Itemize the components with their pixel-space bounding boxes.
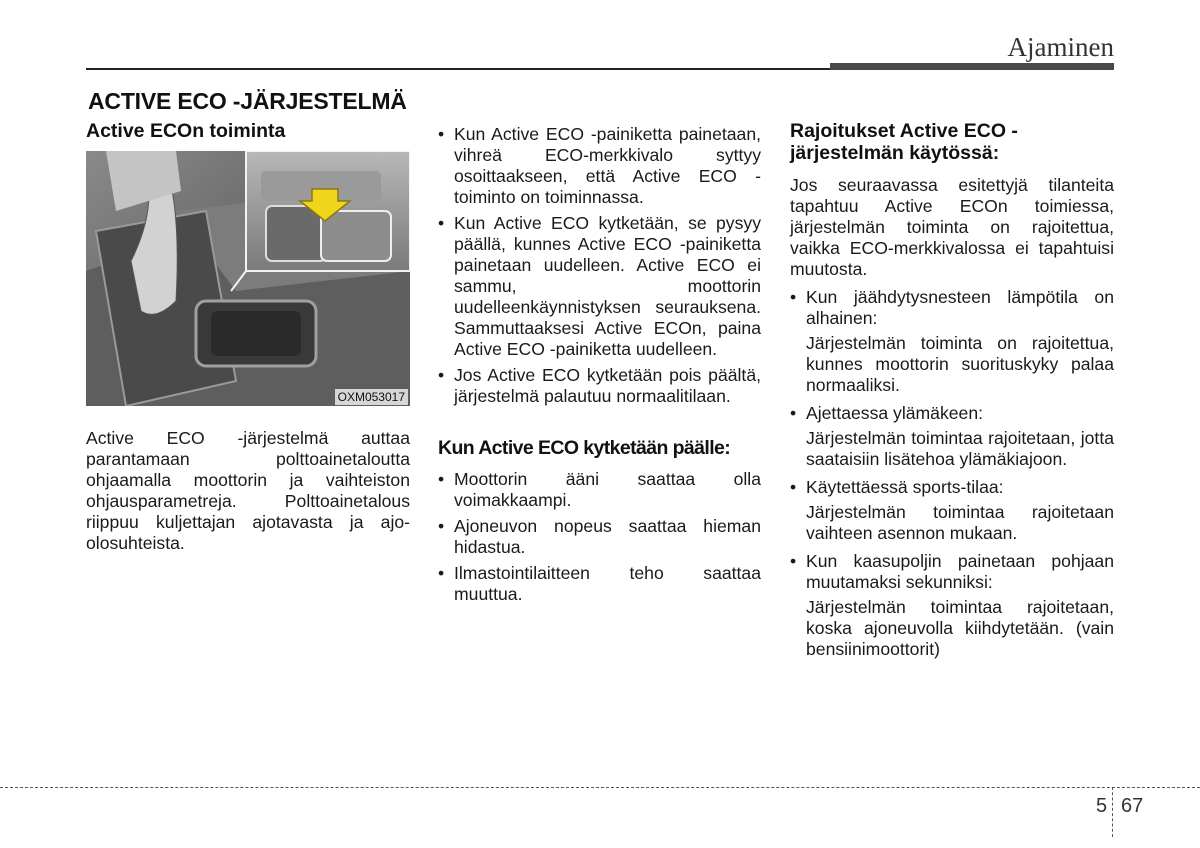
- limitations-list: [790, 287, 1114, 329]
- limitations-heading: Rajoitukset Active ECO -järjestelmän käytössä:: [790, 120, 1018, 164]
- operation-list: [438, 124, 761, 407]
- list-item: • Kun jäähdytysnesteen lämpötila on alhainen:: [790, 287, 1114, 328]
- list-item: • Ajoneuvon nopeus saattaa hieman hidastua.: [438, 516, 761, 557]
- condition-detail: Järjestelmän toiminta on rajoitettua, kunnes moottorin suorituskyky palaa normaaliksi.: [806, 333, 1114, 395]
- activation-heading: Kun Active ECO kytketään päälle:: [438, 437, 731, 459]
- intro-paragraph: Active ECO -järjestelmä auttaa parantamaan polttoainetaloutta ohjaamalla moottorin ja vaihteiston ohjausparametreja. Polttoainetalous riippuu kuljettajan ajotavasta ja ajo-olosuhteista.: [86, 428, 410, 553]
- limitations-lead: Jos seuraavassa esitettyjä tilanteita tapahtuu Active ECOn toimiessa, järjestelmän toiminta on rajoitettua, vaikka ECO-merkkivalossa ei tapahtuisi muutosta.: [790, 175, 1114, 279]
- list-item: • Kun kaasupoljin painetaan pohjaan muutamaksi sekunniksi:: [790, 551, 1114, 592]
- column-right: [790, 120, 1114, 667]
- image-code: OXM053017: [335, 389, 408, 405]
- list-item: • Kun Active ECO -painiketta painetaan, vihreä ECO-merkkivalo syttyy osoittaakseen, että Active ECO -toiminto on toiminnassa.: [438, 124, 761, 207]
- section-title: ACTIVE ECO -JÄRJESTELMÄ: [88, 88, 407, 114]
- list-item: • Ilmastointilaitteen teho saattaa muuttua.: [438, 563, 761, 604]
- gear-console-illustration: [86, 151, 410, 406]
- condition-detail: Järjestelmän toimintaa rajoitetaan vaihteen asennon mukaan.: [806, 502, 1114, 543]
- header-rule-accent: [830, 63, 1114, 70]
- header-title: Ajaminen: [1007, 32, 1114, 62]
- list-item: • Jos Active ECO kytketään pois päältä, järjestelmä palautuu normaalitilaan.: [438, 365, 761, 406]
- condition-detail: Järjestelmän toimintaa rajoitetaan, jotta saataisiin lisätehoa ylämäkiajoon.: [806, 428, 1114, 469]
- limitations-list-3: [790, 477, 1114, 498]
- list-item: • Kun Active ECO kytketään, se pysyy päällä, kunnes Active ECO -painiketta painetaan uudelleen. Active ECO ei sammu, moottorin uudelleenkäynnistyksen seurauksena. Sammuttaaksesi Active ECOn, paina Active ECO -painiketta uudelleen.: [438, 213, 761, 359]
- list-item: • Ajettaessa ylämäkeen:: [790, 403, 984, 423]
- limitations-list-2: [790, 403, 1114, 424]
- page-number: 67: [1121, 795, 1144, 817]
- footer-rule: [0, 787, 1200, 788]
- condition-detail: Järjestelmän toimintaa rajoitetaan, koska ajoneuvolla kiihdytetään. (vain bensiinimoottorit): [806, 597, 1114, 659]
- list-item: • Moottorin ääni saattaa olla voimakkaampi.: [438, 469, 761, 510]
- list-item: • Käytettäessä sports-tilaa:: [790, 477, 1004, 497]
- operation-heading: Active ECOn toiminta: [86, 120, 286, 142]
- column-left: [86, 120, 410, 554]
- effects-list: [438, 469, 761, 605]
- chapter-number: 5: [1096, 795, 1108, 817]
- footer-divider: [1112, 787, 1113, 837]
- console-photo: [86, 151, 410, 406]
- column-middle: [438, 124, 761, 610]
- limitations-list-4: [790, 551, 1114, 593]
